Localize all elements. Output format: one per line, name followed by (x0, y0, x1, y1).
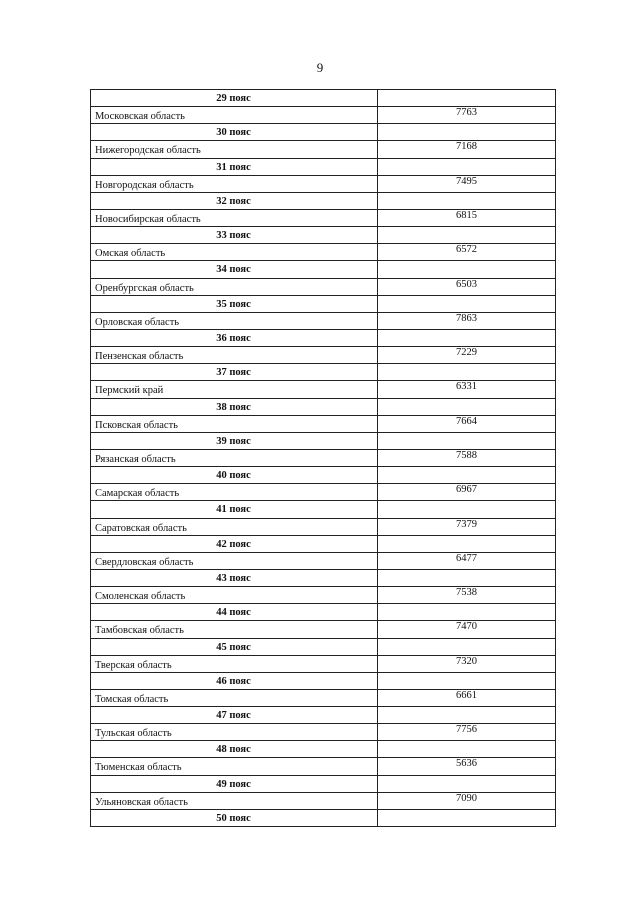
region-name: Нижегородская область (95, 145, 201, 157)
region-value: 7229 (456, 347, 477, 359)
region-name: Пензенская область (95, 351, 184, 363)
region-value: 6815 (456, 209, 477, 221)
zone-label: 32 пояс (216, 195, 251, 207)
region-value: 7320 (456, 655, 477, 667)
table-row (90, 347, 556, 364)
region-name: Саратовская область (95, 522, 187, 534)
region-value: 6503 (456, 278, 477, 290)
region-value: 7756 (456, 724, 477, 736)
region-value: 6331 (456, 381, 477, 393)
region-name: Рязанская область (95, 453, 176, 465)
region-value: 7495 (456, 175, 477, 187)
zone-label: 45 пояс (216, 641, 251, 653)
region-name: Оренбургская область (95, 282, 194, 294)
zone-label: 37 пояс (216, 367, 251, 379)
table-row (90, 279, 556, 296)
region-value: 7863 (456, 312, 477, 324)
region-value: 7538 (456, 587, 477, 599)
table-row (90, 690, 556, 707)
zone-label: 47 пояс (216, 710, 251, 722)
region-value: 7664 (456, 415, 477, 427)
page-number: 9 (316, 60, 324, 75)
zone-label: 39 пояс (216, 435, 251, 447)
table-row (90, 210, 556, 227)
region-name: Новгородская область (95, 179, 194, 191)
region-value: 6477 (456, 552, 477, 564)
region-value: 7090 (456, 792, 477, 804)
zone-label: 43 пояс (216, 572, 251, 584)
table-row (90, 416, 556, 433)
region-value: 5636 (456, 758, 477, 770)
region-value: 7763 (456, 107, 477, 119)
region-value: 7379 (456, 518, 477, 530)
region-name: Тверская область (95, 659, 172, 671)
region-name: Ульяновская область (95, 796, 188, 808)
zone-label: 42 пояс (216, 538, 251, 550)
region-value: 7470 (456, 621, 477, 633)
zone-label: 35 пояс (216, 298, 251, 310)
zone-label: 38 пояс (216, 401, 251, 413)
region-name: Смоленская область (95, 591, 186, 603)
table-row (90, 656, 556, 673)
region-name: Московская область (95, 111, 185, 123)
region-name: Тюменская область (95, 762, 182, 774)
zone-label: 49 пояс (216, 778, 251, 790)
table-row (90, 107, 556, 124)
zone-label: 30 пояс (216, 127, 251, 139)
zone-label: 41 пояс (216, 504, 251, 516)
table-row (90, 244, 556, 261)
region-name: Омская область (95, 248, 166, 260)
region-name: Тульская область (95, 728, 172, 740)
region-name: Тамбовская область (95, 625, 184, 637)
region-value: 7588 (456, 449, 477, 461)
region-value: 6661 (456, 689, 477, 701)
table-row (90, 450, 556, 467)
table-row (90, 724, 556, 741)
zones-table (90, 89, 556, 827)
region-name: Орловская область (95, 316, 180, 328)
region-name: Псковская область (95, 419, 178, 431)
table-row (90, 176, 556, 193)
region-name: Пермский край (95, 385, 164, 397)
table-row (90, 621, 556, 638)
region-value: 7168 (456, 141, 477, 153)
region-name: Томская область (95, 693, 169, 705)
region-name: Свердловская область (95, 556, 194, 568)
zone-label: 33 пояс (216, 230, 251, 242)
zone-label: 34 пояс (216, 264, 251, 276)
table-row (90, 313, 556, 330)
zone-label: 31 пояс (216, 161, 251, 173)
table-row (90, 519, 556, 536)
zone-label: 46 пояс (216, 675, 251, 687)
zone-label: 40 пояс (216, 470, 251, 482)
zone-header-row (90, 810, 556, 827)
table-row (90, 553, 556, 570)
table-row (90, 381, 556, 398)
region-name: Новосибирская область (95, 213, 201, 225)
table-row (90, 587, 556, 604)
zone-label: 44 пояс (216, 607, 251, 619)
zone-label: 48 пояс (216, 744, 251, 756)
zone-label: 29 пояс (216, 93, 251, 104)
zone-label: 50 пояс (216, 812, 251, 824)
table-row (90, 758, 556, 775)
table-row (90, 141, 556, 158)
region-value: 6572 (456, 244, 477, 256)
region-name: Самарская область (95, 488, 180, 500)
table-row (90, 484, 556, 501)
zone-label: 36 пояс (216, 332, 251, 344)
table-row (90, 793, 556, 810)
region-value: 6967 (456, 484, 477, 496)
column-divider (377, 809, 378, 827)
